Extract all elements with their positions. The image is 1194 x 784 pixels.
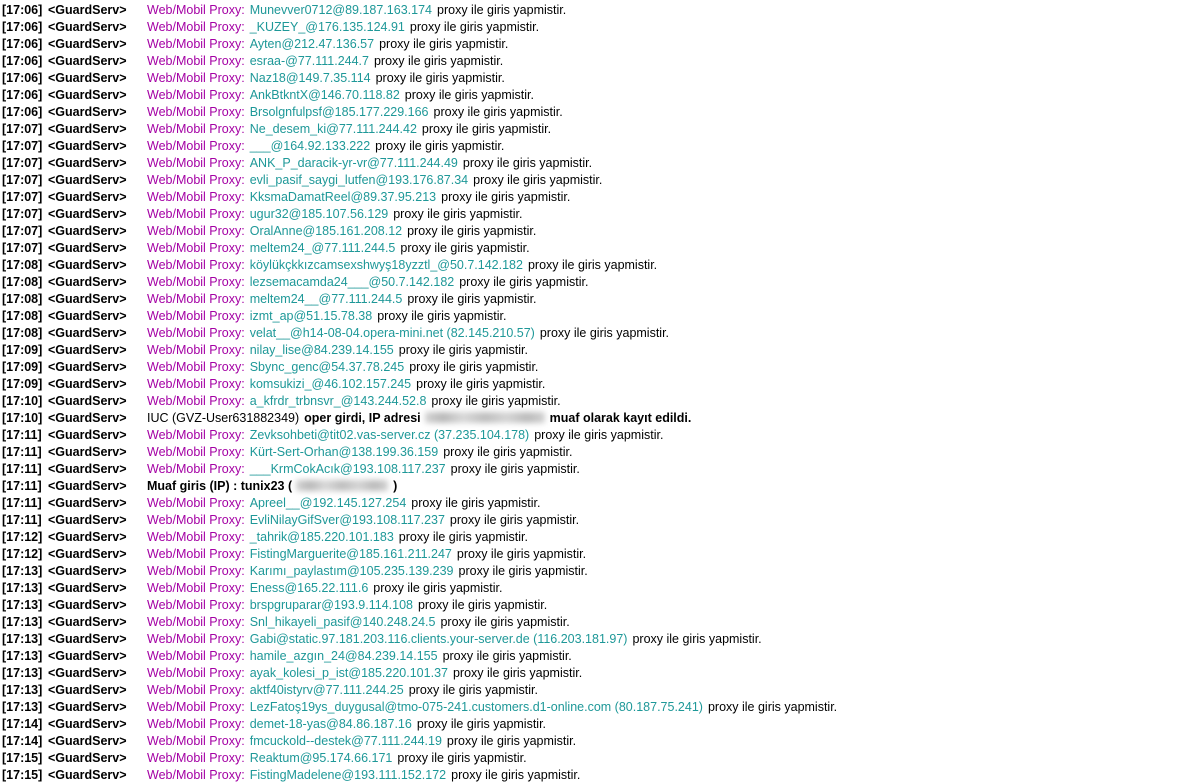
message-text: proxy ile giris yapmistir.	[459, 275, 589, 289]
timestamp: [17:08]	[2, 258, 43, 272]
log-line	[2, 274, 1194, 291]
redacted-blur	[425, 412, 545, 423]
user-identity: ___@164.92.133.222	[249, 139, 371, 153]
log-line	[2, 87, 1194, 104]
user-identity: Brsolgnfulpsf@185.177.229.166	[249, 105, 429, 119]
guardserv-nick: <GuardServ>	[48, 343, 127, 357]
log-line	[2, 410, 1194, 427]
guardserv-nick: <GuardServ>	[48, 479, 127, 493]
timestamp: [17:13]	[2, 632, 43, 646]
log-line	[2, 104, 1194, 121]
guardserv-nick: <GuardServ>	[48, 156, 127, 170]
proxy-label: Web/Mobil Proxy:	[147, 326, 245, 340]
user-identity: Kürt-Sert-Orhan@138.199.36.159	[249, 445, 439, 459]
timestamp: [17:07]	[2, 173, 43, 187]
proxy-label: Web/Mobil Proxy:	[147, 71, 245, 85]
user-identity: FistingMarguerite@185.161.211.247	[249, 547, 452, 561]
timestamp: [17:09]	[2, 377, 43, 391]
user-identity: ugur32@185.107.56.129	[249, 207, 389, 221]
user-identity: Zevksohbeti@tit02.vas-server.cz (37.235.104.178)	[249, 428, 530, 442]
timestamp: [17:11]	[2, 479, 42, 493]
user-identity: hamile_azgın_24@84.239.14.155	[249, 649, 438, 663]
guardserv-nick: <GuardServ>	[48, 683, 127, 697]
user-identity: Ne_desem_ki@77.111.244.42	[249, 122, 417, 136]
user-identity: nilay_lise@84.239.14.155	[249, 343, 394, 357]
timestamp: [17:06]	[2, 88, 43, 102]
message-text: proxy ile giris yapmistir.	[373, 54, 504, 68]
guardserv-nick: <GuardServ>	[48, 428, 127, 442]
log-line	[2, 461, 1194, 478]
timestamp: [17:15]	[2, 768, 43, 782]
guardserv-nick: <GuardServ>	[48, 581, 127, 595]
timestamp: [17:10]	[2, 411, 43, 425]
log-line	[2, 631, 1194, 648]
notice-bold-text: )	[393, 479, 398, 493]
guardserv-nick: <GuardServ>	[48, 717, 127, 731]
log-line	[2, 699, 1194, 716]
timestamp: [17:11]	[2, 428, 42, 442]
message-text: proxy ile giris yapmistir.	[446, 734, 577, 748]
message-text: proxy ile giris yapmistir.	[431, 394, 561, 408]
log-line	[2, 291, 1194, 308]
guardserv-nick: <GuardServ>	[48, 615, 127, 629]
proxy-label: Web/Mobil Proxy:	[147, 360, 245, 374]
user-identity: ayak_kolesi_p_ist@185.220.101.37	[249, 666, 448, 680]
message-text: proxy ile giris yapmistir.	[442, 649, 572, 663]
log-line	[2, 580, 1194, 597]
guardserv-nick: <GuardServ>	[48, 445, 127, 459]
proxy-label: Web/Mobil Proxy:	[147, 734, 245, 748]
log-line	[2, 478, 1194, 495]
user-identity: evli_pasif_saygi_lutfen@193.176.87.34	[249, 173, 469, 187]
log-line	[2, 546, 1194, 563]
log-line	[2, 750, 1194, 767]
log-line	[2, 597, 1194, 614]
guardserv-nick: <GuardServ>	[48, 139, 127, 153]
timestamp: [17:07]	[2, 190, 43, 204]
user-identity: _KUZEY_@176.135.124.91	[249, 20, 405, 34]
timestamp: [17:11]	[2, 496, 42, 510]
message-text: proxy ile giris yapmistir.	[449, 513, 580, 527]
user-identity: a_kfrdr_trbnsvr_@143.244.52.8	[249, 394, 427, 408]
user-identity: Gabi@static.97.181.203.116.clients.your-server.de (116.203.181.97)	[249, 632, 628, 646]
proxy-label: Web/Mobil Proxy:	[147, 377, 245, 391]
message-text: proxy ile giris yapmistir.	[379, 37, 509, 51]
user-identity: aktf40istyrv@77.111.244.25	[249, 683, 404, 697]
log-line	[2, 206, 1194, 223]
proxy-label: Web/Mobil Proxy:	[147, 530, 245, 544]
user-identity: brspgruparar@193.9.114.108	[249, 598, 413, 612]
timestamp: [17:08]	[2, 326, 43, 340]
timestamp: [17:09]	[2, 343, 43, 357]
message-text: proxy ile giris yapmistir.	[437, 3, 567, 17]
proxy-label: Web/Mobil Proxy:	[147, 666, 245, 680]
message-text: proxy ile giris yapmistir.	[443, 445, 573, 459]
guardserv-nick: <GuardServ>	[48, 411, 127, 425]
log-line	[2, 563, 1194, 580]
timestamp: [17:06]	[2, 71, 43, 85]
timestamp: [17:13]	[2, 649, 43, 663]
log-line	[2, 19, 1194, 36]
proxy-label: Web/Mobil Proxy:	[147, 445, 245, 459]
user-identity: izmt_ap@51.15.78.38	[249, 309, 373, 323]
guardserv-nick: <GuardServ>	[48, 666, 127, 680]
notice-bold-text: Muaf giris (IP) : tunix23 (	[147, 479, 293, 493]
timestamp: [17:15]	[2, 751, 43, 765]
log-line	[2, 138, 1194, 155]
guardserv-nick: <GuardServ>	[48, 632, 127, 646]
timestamp: [17:07]	[2, 122, 43, 136]
message-text: proxy ile giris yapmistir.	[404, 88, 534, 102]
log-line	[2, 529, 1194, 546]
guardserv-nick: <GuardServ>	[48, 309, 127, 323]
guardserv-nick: <GuardServ>	[48, 530, 127, 544]
log-line	[2, 614, 1194, 631]
message-text: proxy ile giris yapmistir.	[452, 666, 583, 680]
log-line	[2, 682, 1194, 699]
log-line	[2, 53, 1194, 70]
proxy-label: Web/Mobil Proxy:	[147, 54, 245, 68]
message-text: proxy ile giris yapmistir.	[707, 700, 838, 714]
user-identity: ANK_P_daracik-yr-vr@77.111.244.49	[249, 156, 458, 170]
timestamp: [17:06]	[2, 20, 43, 34]
guardserv-nick: <GuardServ>	[48, 547, 127, 561]
proxy-label: Web/Mobil Proxy:	[147, 394, 245, 408]
timestamp: [17:08]	[2, 292, 43, 306]
message-text: proxy ile giris yapmistir.	[433, 105, 563, 119]
log-line	[2, 393, 1194, 410]
user-identity: Eness@165.22.111.6	[249, 581, 369, 595]
user-identity: FistingMadelene@193.111.152.172	[249, 768, 447, 782]
timestamp: [17:13]	[2, 564, 43, 578]
user-identity: esraa-@77.111.244.7	[249, 54, 369, 68]
proxy-label: Web/Mobil Proxy:	[147, 768, 245, 782]
guardserv-nick: <GuardServ>	[48, 20, 127, 34]
timestamp: [17:07]	[2, 207, 43, 221]
message-text: proxy ile giris yapmistir.	[416, 377, 546, 391]
message-text: proxy ile giris yapmistir.	[456, 547, 587, 561]
message-text: proxy ile giris yapmistir.	[377, 309, 507, 323]
log-line	[2, 70, 1194, 87]
guardserv-nick: <GuardServ>	[48, 700, 127, 714]
guardserv-nick: <GuardServ>	[48, 37, 127, 51]
guardserv-nick: <GuardServ>	[48, 564, 127, 578]
user-identity: fmcuckold--destek@77.111.244.19	[249, 734, 442, 748]
message-text: proxy ile giris yapmistir.	[375, 71, 505, 85]
guardserv-nick: <GuardServ>	[48, 360, 127, 374]
log-line	[2, 308, 1194, 325]
message-text: proxy ile giris yapmistir.	[421, 122, 552, 136]
timestamp: [17:13]	[2, 700, 43, 714]
timestamp: [17:08]	[2, 275, 43, 289]
guardserv-nick: <GuardServ>	[48, 105, 127, 119]
proxy-label: Web/Mobil Proxy:	[147, 649, 245, 663]
log-line	[2, 325, 1194, 342]
log-line	[2, 2, 1194, 19]
message-text: proxy ile giris yapmistir.	[534, 428, 664, 442]
guardserv-nick: <GuardServ>	[48, 54, 127, 68]
message-text: proxy ile giris yapmistir.	[451, 768, 581, 782]
timestamp: [17:13]	[2, 666, 43, 680]
timestamp: [17:14]	[2, 734, 43, 748]
timestamp: [17:07]	[2, 139, 43, 153]
message-text: proxy ile giris yapmistir.	[398, 530, 528, 544]
user-identity: meltem24_@77.111.244.5	[249, 241, 396, 255]
proxy-label: Web/Mobil Proxy:	[147, 207, 245, 221]
user-identity: EvliNilayGifSver@193.108.117.237	[249, 513, 445, 527]
guardserv-nick: <GuardServ>	[48, 598, 127, 612]
log-line	[2, 733, 1194, 750]
user-identity: lezsemacamda24___@50.7.142.182	[249, 275, 455, 289]
proxy-label: Web/Mobil Proxy:	[147, 292, 245, 306]
proxy-label: Web/Mobil Proxy:	[147, 241, 245, 255]
timestamp: [17:06]	[2, 105, 43, 119]
proxy-label: Web/Mobil Proxy:	[147, 20, 245, 34]
log-line	[2, 223, 1194, 240]
user-identity: meltem24__@77.111.244.5	[249, 292, 403, 306]
proxy-label: Web/Mobil Proxy:	[147, 224, 245, 238]
guardserv-nick: <GuardServ>	[48, 768, 127, 782]
proxy-label: Web/Mobil Proxy:	[147, 156, 245, 170]
message-text: proxy ile giris yapmistir.	[417, 598, 548, 612]
guardserv-nick: <GuardServ>	[48, 258, 127, 272]
proxy-label: Web/Mobil Proxy:	[147, 598, 245, 612]
user-identity: Sbync_genc@54.37.78.245	[249, 360, 405, 374]
message-text: proxy ile giris yapmistir.	[462, 156, 593, 170]
user-identity: komsukizi_@46.102.157.245	[249, 377, 412, 391]
message-text: proxy ile giris yapmistir.	[393, 207, 523, 221]
timestamp: [17:11]	[2, 445, 42, 459]
user-identity: demet-18-yas@84.86.187.16	[249, 717, 412, 731]
guardserv-nick: <GuardServ>	[48, 649, 127, 663]
guardserv-nick: <GuardServ>	[48, 292, 127, 306]
guardserv-nick: <GuardServ>	[48, 496, 127, 510]
timestamp: [17:06]	[2, 37, 43, 51]
proxy-label: Web/Mobil Proxy:	[147, 309, 245, 323]
timestamp: [17:13]	[2, 683, 43, 697]
guardserv-nick: <GuardServ>	[48, 326, 127, 340]
log-line	[2, 376, 1194, 393]
guardserv-nick: <GuardServ>	[48, 190, 127, 204]
message-text: proxy ile giris yapmistir.	[416, 717, 547, 731]
user-identity: Munevver0712@89.187.163.174	[249, 3, 432, 17]
guardserv-nick: <GuardServ>	[48, 513, 127, 527]
message-text: proxy ile giris yapmistir.	[407, 292, 537, 306]
message-text: proxy ile giris yapmistir.	[440, 615, 570, 629]
message-text: proxy ile giris yapmistir.	[409, 20, 540, 34]
timestamp: [17:11]	[2, 462, 42, 476]
message-text: proxy ile giris yapmistir.	[473, 173, 603, 187]
guardserv-nick: <GuardServ>	[48, 241, 127, 255]
log-line	[2, 342, 1194, 359]
user-identity: _tahrik@185.220.101.183	[249, 530, 394, 544]
log-line	[2, 665, 1194, 682]
notice-bold-text: muaf olarak kayıt edildi.	[549, 411, 692, 425]
user-identity: AnkBtkntX@146.70.118.82	[249, 88, 400, 102]
user-identity: Reaktum@95.174.66.171	[249, 751, 393, 765]
timestamp: [17:13]	[2, 598, 43, 612]
log-line	[2, 257, 1194, 274]
message-text: proxy ile giris yapmistir.	[632, 632, 762, 646]
log-line	[2, 767, 1194, 784]
message-text: proxy ile giris yapmistir.	[458, 564, 588, 578]
message-text: proxy ile giris yapmistir.	[441, 190, 571, 204]
guardserv-nick: <GuardServ>	[48, 275, 127, 289]
guardserv-nick: <GuardServ>	[48, 394, 127, 408]
message-text: proxy ile giris yapmistir.	[539, 326, 670, 340]
log-line	[2, 427, 1194, 444]
log-line	[2, 36, 1194, 53]
message-text: proxy ile giris yapmistir.	[450, 462, 580, 476]
log-line	[2, 716, 1194, 733]
proxy-label: Web/Mobil Proxy:	[147, 513, 245, 527]
timestamp: [17:07]	[2, 156, 43, 170]
proxy-label: Web/Mobil Proxy:	[147, 547, 245, 561]
proxy-label: Web/Mobil Proxy:	[147, 139, 245, 153]
log-line	[2, 444, 1194, 461]
guardserv-nick: <GuardServ>	[48, 207, 127, 221]
guardserv-nick: <GuardServ>	[48, 71, 127, 85]
timestamp: [17:12]	[2, 547, 43, 561]
proxy-label: Web/Mobil Proxy:	[147, 717, 245, 731]
timestamp: [17:14]	[2, 717, 43, 731]
proxy-label: Web/Mobil Proxy:	[147, 190, 245, 204]
log-line	[2, 512, 1194, 529]
proxy-label: Web/Mobil Proxy:	[147, 581, 245, 595]
proxy-label: Web/Mobil Proxy:	[147, 462, 245, 476]
log-line	[2, 648, 1194, 665]
timestamp: [17:08]	[2, 309, 43, 323]
proxy-label: Web/Mobil Proxy:	[147, 275, 245, 289]
message-text: proxy ile giris yapmistir.	[398, 343, 528, 357]
message-text: proxy ile giris yapmistir.	[400, 241, 530, 255]
proxy-label: Web/Mobil Proxy:	[147, 258, 245, 272]
guardserv-nick: <GuardServ>	[48, 734, 127, 748]
proxy-label: Web/Mobil Proxy:	[147, 700, 245, 714]
timestamp: [17:09]	[2, 360, 43, 374]
guardserv-nick: <GuardServ>	[48, 462, 127, 476]
user-identity: LezFatoş19ys_duygusal@tmo-075-241.customers.d1-online.com (80.187.75.241)	[249, 700, 703, 714]
message-text: proxy ile giris yapmistir.	[375, 139, 505, 153]
message-text: proxy ile giris yapmistir.	[407, 224, 537, 238]
timestamp: [17:12]	[2, 530, 43, 544]
guardserv-nick: <GuardServ>	[48, 122, 127, 136]
timestamp: [17:06]	[2, 54, 43, 68]
message-text: proxy ile giris yapmistir.	[411, 496, 541, 510]
log-line	[2, 359, 1194, 376]
guardserv-nick: <GuardServ>	[48, 751, 127, 765]
user-identity: ___KrmCokAcık@193.108.117.237	[249, 462, 446, 476]
message-text: proxy ile giris yapmistir.	[408, 683, 538, 697]
proxy-label: Web/Mobil Proxy:	[147, 632, 245, 646]
notice-bold-text: oper girdi, IP adresi	[304, 411, 421, 425]
user-identity: OralAnne@185.161.208.12	[249, 224, 403, 238]
user-identity: köylükçkkızcamsexshwyş18yzztl_@50.7.142.182	[249, 258, 523, 272]
user-identity: Karımı_paylastım@105.235.139.239	[249, 564, 454, 578]
user-identity: Naz18@149.7.35.114	[249, 71, 371, 85]
timestamp: [17:07]	[2, 224, 43, 238]
proxy-label: Web/Mobil Proxy:	[147, 88, 245, 102]
log-line	[2, 172, 1194, 189]
redacted-blur	[296, 480, 388, 491]
proxy-label: Web/Mobil Proxy:	[147, 3, 245, 17]
timestamp: [17:06]	[2, 3, 43, 17]
proxy-label: Web/Mobil Proxy:	[147, 751, 245, 765]
log-line	[2, 189, 1194, 206]
message-text: proxy ile giris yapmistir.	[373, 581, 503, 595]
user-identity: KksmaDamatReel@89.37.95.213	[249, 190, 437, 204]
message-text: proxy ile giris yapmistir.	[527, 258, 658, 272]
guardserv-nick: <GuardServ>	[48, 88, 127, 102]
proxy-label: Web/Mobil Proxy:	[147, 105, 245, 119]
timestamp: [17:13]	[2, 615, 43, 629]
user-identity: Ayten@212.47.136.57	[249, 37, 375, 51]
log-line	[2, 240, 1194, 257]
log-line	[2, 121, 1194, 138]
message-text: proxy ile giris yapmistir.	[409, 360, 539, 374]
proxy-label: Web/Mobil Proxy:	[147, 122, 245, 136]
guardserv-nick: <GuardServ>	[48, 377, 127, 391]
user-identity: velat__@h14-08-04.opera-mini.net (82.145.210.57)	[249, 326, 535, 340]
log-line	[2, 495, 1194, 512]
timestamp: [17:07]	[2, 241, 43, 255]
proxy-label: Web/Mobil Proxy:	[147, 173, 245, 187]
proxy-label: Web/Mobil Proxy:	[147, 615, 245, 629]
proxy-label: Web/Mobil Proxy:	[147, 564, 245, 578]
proxy-label: Web/Mobil Proxy:	[147, 428, 245, 442]
user-identity: Apreel__@192.145.127.254	[249, 496, 407, 510]
proxy-label: Web/Mobil Proxy:	[147, 496, 245, 510]
guardserv-nick: <GuardServ>	[48, 224, 127, 238]
proxy-label: Web/Mobil Proxy:	[147, 37, 245, 51]
message-text: proxy ile giris yapmistir.	[397, 751, 527, 765]
timestamp: [17:13]	[2, 581, 43, 595]
log-line	[2, 155, 1194, 172]
proxy-label: Web/Mobil Proxy:	[147, 683, 245, 697]
proxy-label: Web/Mobil Proxy:	[147, 343, 245, 357]
user-identity: Snl_hikayeli_pasif@140.248.24.5	[249, 615, 436, 629]
timestamp: [17:10]	[2, 394, 43, 408]
guardserv-nick: <GuardServ>	[48, 3, 127, 17]
notice-prefix: IUC (GVZ-User631882349)	[147, 411, 300, 425]
guardserv-nick: <GuardServ>	[48, 173, 127, 187]
timestamp: [17:11]	[2, 513, 42, 527]
